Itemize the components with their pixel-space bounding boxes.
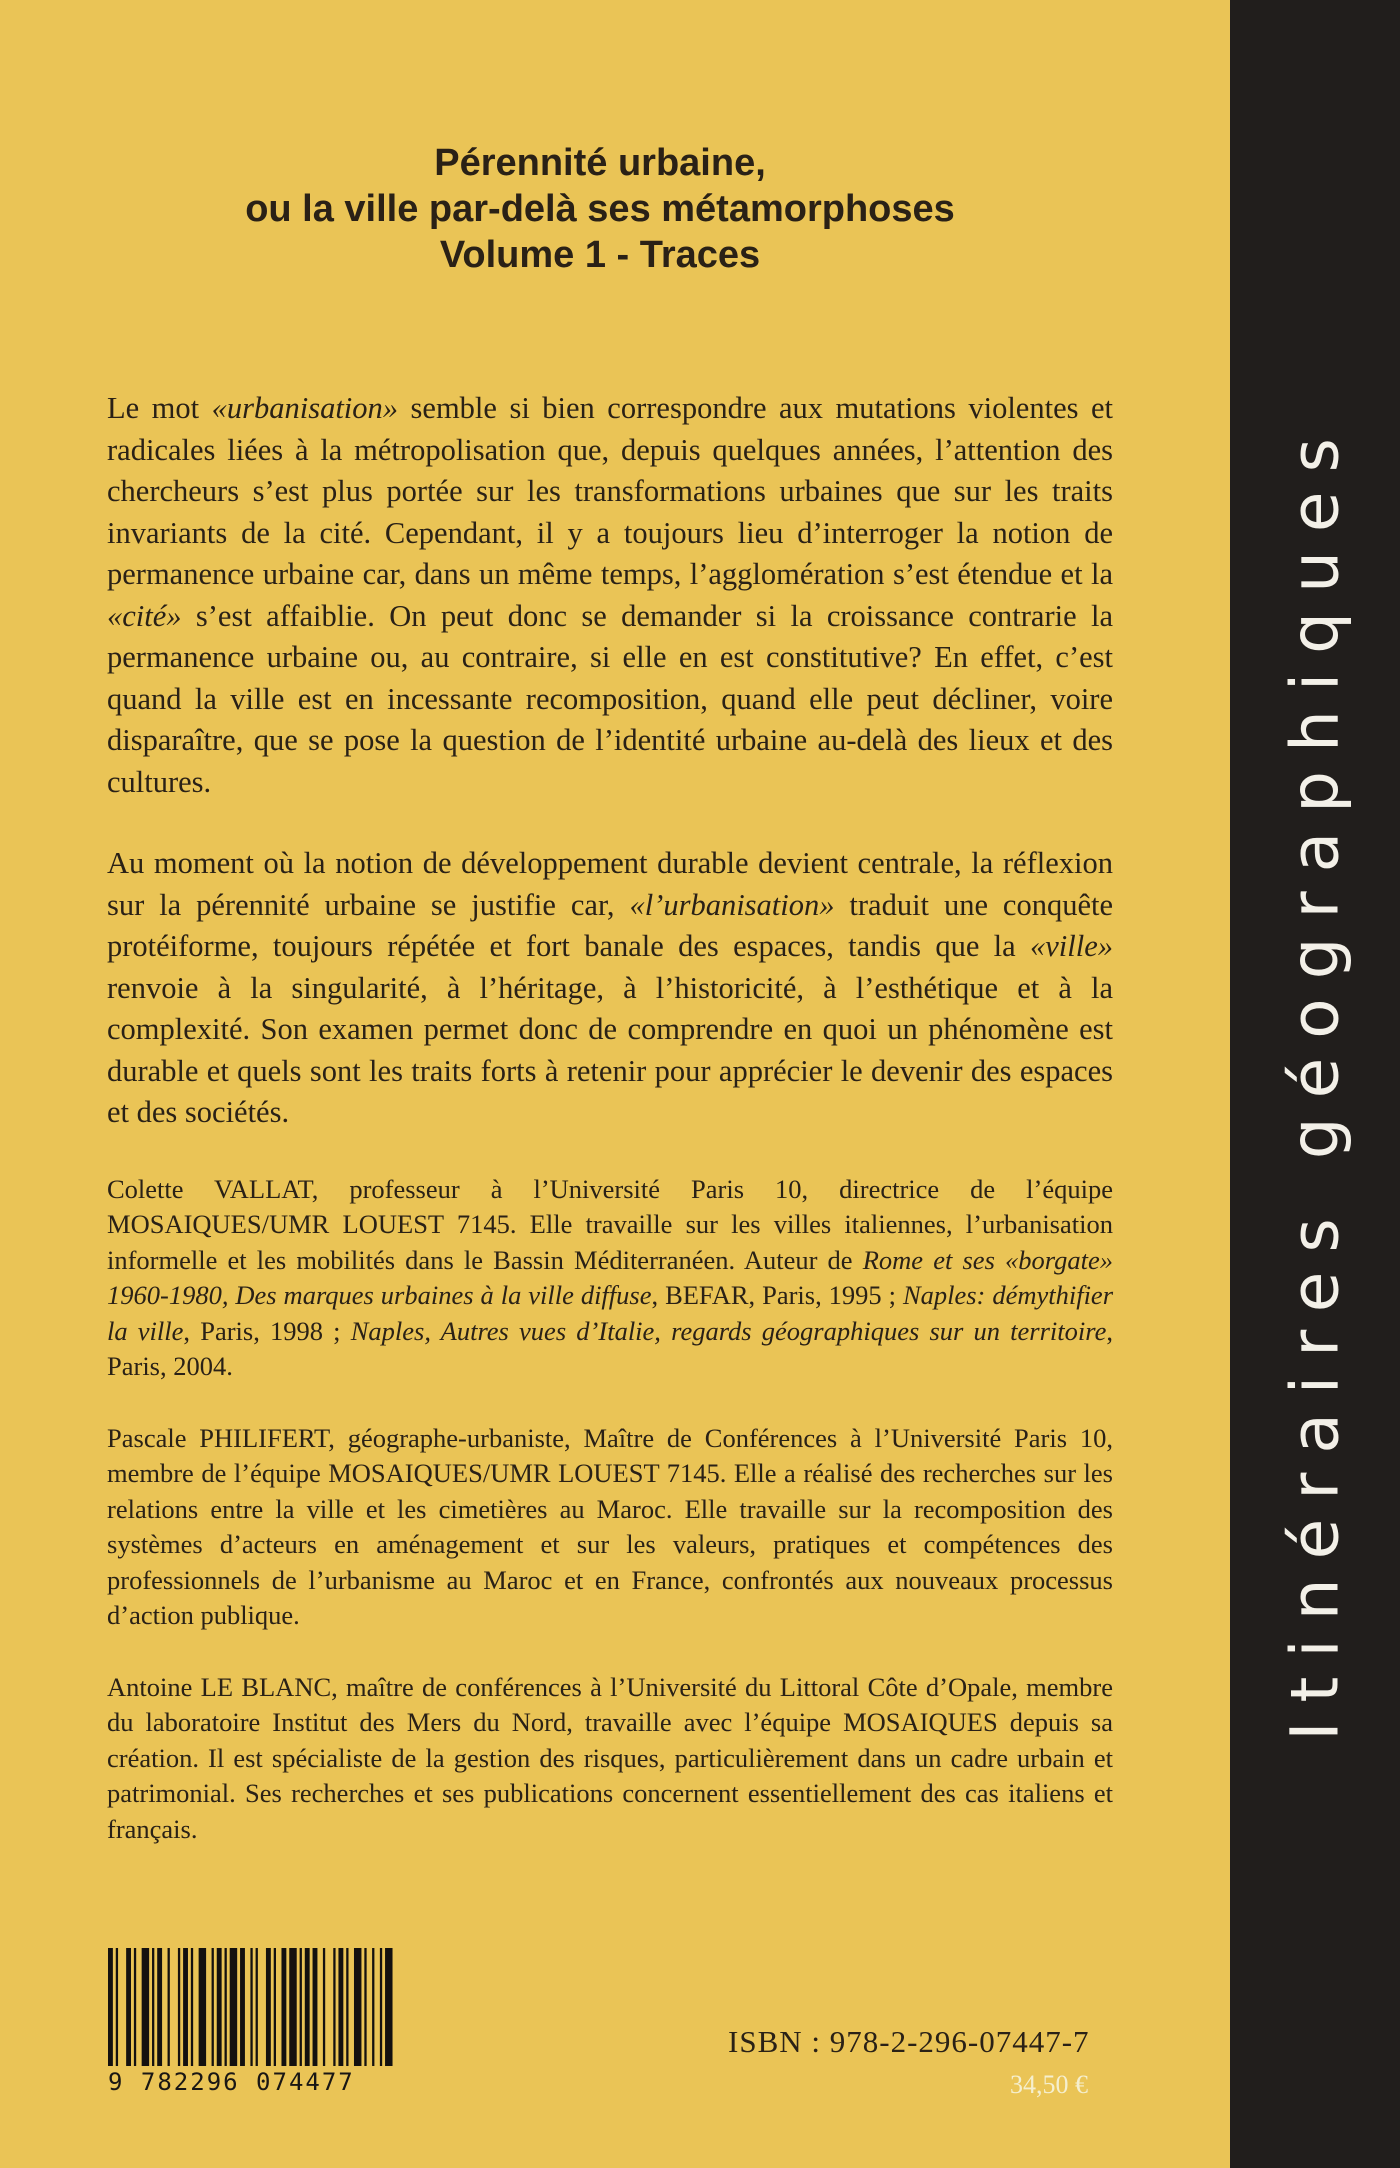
barcode-bar (116, 1948, 118, 2066)
author-bio-vallat: Colette VALLAT, professeur à l’Université Paris 10, directrice de l’équipe MOSAIQUES/UMR LOUEST 7145. Elle travaille sur les villes italiennes, l’urbanisation informelle et les mobilités dans le Bassin Méditerranéen. Auteur de Rome et ses «borgate» 1960-1980, Des marques urbaines à la ville diffuse, BEFAR, Paris, 1995 ; Naples: démythifier la ville, Paris, 1998 ; Naples, Autres vues d’Italie, regards géographiques sur un territoire, Paris, 2004. (107, 1173, 1114, 1381)
barcode-digits: 9 782296 074477 (108, 2068, 355, 2096)
barcode-bar (281, 1948, 286, 2066)
barcode-bar (256, 1948, 258, 2066)
barcode-bar (168, 1948, 170, 2066)
barcode-bar (142, 1948, 149, 2066)
barcode-bar (274, 1948, 276, 2066)
barcode-bar (217, 1948, 222, 2066)
barcode-bar (230, 1948, 237, 2066)
barcode-bars (108, 1948, 398, 2066)
price: 34,50 € (1010, 2070, 1088, 2099)
isbn: ISBN : 978-2-296-07447-7 (728, 2024, 1090, 2059)
barcode-bar (305, 1948, 310, 2066)
barcode-bar (199, 1948, 206, 2066)
barcode-bar (300, 1948, 302, 2066)
barcode-bar (134, 1948, 136, 2066)
barcode-bar (333, 1948, 335, 2066)
barcode-bar (240, 1948, 245, 2066)
series-title: Itinéraires géographiques (1276, 419, 1354, 1741)
barcode-bar (354, 1948, 361, 2066)
barcode-bar (183, 1948, 188, 2066)
barcode-bar (250, 1948, 252, 2066)
author-bio-philifert: Pascale PHILIFERT, géographe-urbaniste, Maître de Conférences à l’Université Paris 10, membre de l’équipe MOSAIQUES/UMR LOUEST 7145. Elle a réalisé des recherches sur les relations entre la ville et les cimetières au Maroc. Elle travaille sur la recomposition des systèmes d’acteurs en aménagement et sur les valeurs, pratiques et compétences des professionnels de l’urbanisme au Maroc et en France, confrontés aux nouveaux processus d’action publique. (107, 1422, 1113, 1630)
barcode-bar (178, 1948, 180, 2066)
barcode-bar (212, 1948, 214, 2066)
barcode-bar (338, 1948, 343, 2066)
barcode-bar (346, 1948, 348, 2066)
barcode-bar (372, 1948, 374, 2066)
barcode-bar (380, 1948, 382, 2066)
barcode-bar (266, 1948, 271, 2066)
summary-paragraph: Au moment où la notion de développement durable devient centrale, la réflexion sur la pérennité urbaine se justifie car, «l’urbanisation» traduit une conquête protéiforme, toujours répétée et fort banale des espaces, tandis que la «ville» renvoie à la singularité, à l’héritage, à l’historicité, à l’esthétique et à la complexité. Son examen permet donc de comprendre en quoi un phénomène est durable et quels sont les traits forts à retenir pour apprécier le devenir des espaces et des sociétés. (107, 846, 1113, 1129)
barcode-bar (313, 1948, 318, 2066)
author-bio-le-blanc: Antoine LE BLANC, maître de conférences à l’Université du Littoral Côte d’Opale, membre du laboratoire Institut des Mers du Nord, travaille avec l’équipe MOSAIQUES depuis sa création. Il est spécialiste de la gestion des risques, particulièrement dans un cadre urbain et patrimonial. Ses recherches et ses publications concernent essentiellement des cas italiens et français. (107, 1671, 1113, 1844)
barcode-bar (364, 1948, 366, 2066)
book-subtitle: ou la ville par-delà ses métamorphoses (245, 188, 955, 230)
barcode-bar (108, 1948, 113, 2066)
barcode-bar (225, 1948, 227, 2066)
barcode-bar (126, 1948, 131, 2066)
back-cover-text (107, 388, 1113, 1847)
barcode-bar (157, 1948, 162, 2066)
book-title: Pérennité urbaine, (434, 142, 766, 184)
volume-title: Volume 1 - Traces (439, 234, 761, 276)
barcode-bar (152, 1948, 154, 2066)
barcode-bar (323, 1948, 325, 2066)
barcode (108, 1948, 398, 2098)
barcode-bar (191, 1948, 193, 2066)
summary-paragraph: Le mot «urbanisation» semble si bien correspondre aux mutations violentes et radicales liées à la métropolisation que, depuis quelques années, l’attention des chercheurs s’est plus portée sur les transformations urbaines que sur les traits invariants de la cité. Cependant, il y a toujours lieu d’interroger la notion de permanence urbaine car, dans un même temps, l’agglomération s’est étendue et la «cité» s’est affaiblie. On peut donc se demander si la croissance contrarie la permanence urbaine ou, au contraire, si elle en est constitutive? En effet, c’est quand la ville est en incessante recomposition, quand elle peut décliner, voire disparaître, que se pose la question de l’identité urbaine au-delà des lieux et des cultures. (107, 391, 1113, 799)
barcode-bar (289, 1948, 296, 2066)
barcode-bar (385, 1948, 392, 2066)
book-title-block (100, 140, 1100, 278)
